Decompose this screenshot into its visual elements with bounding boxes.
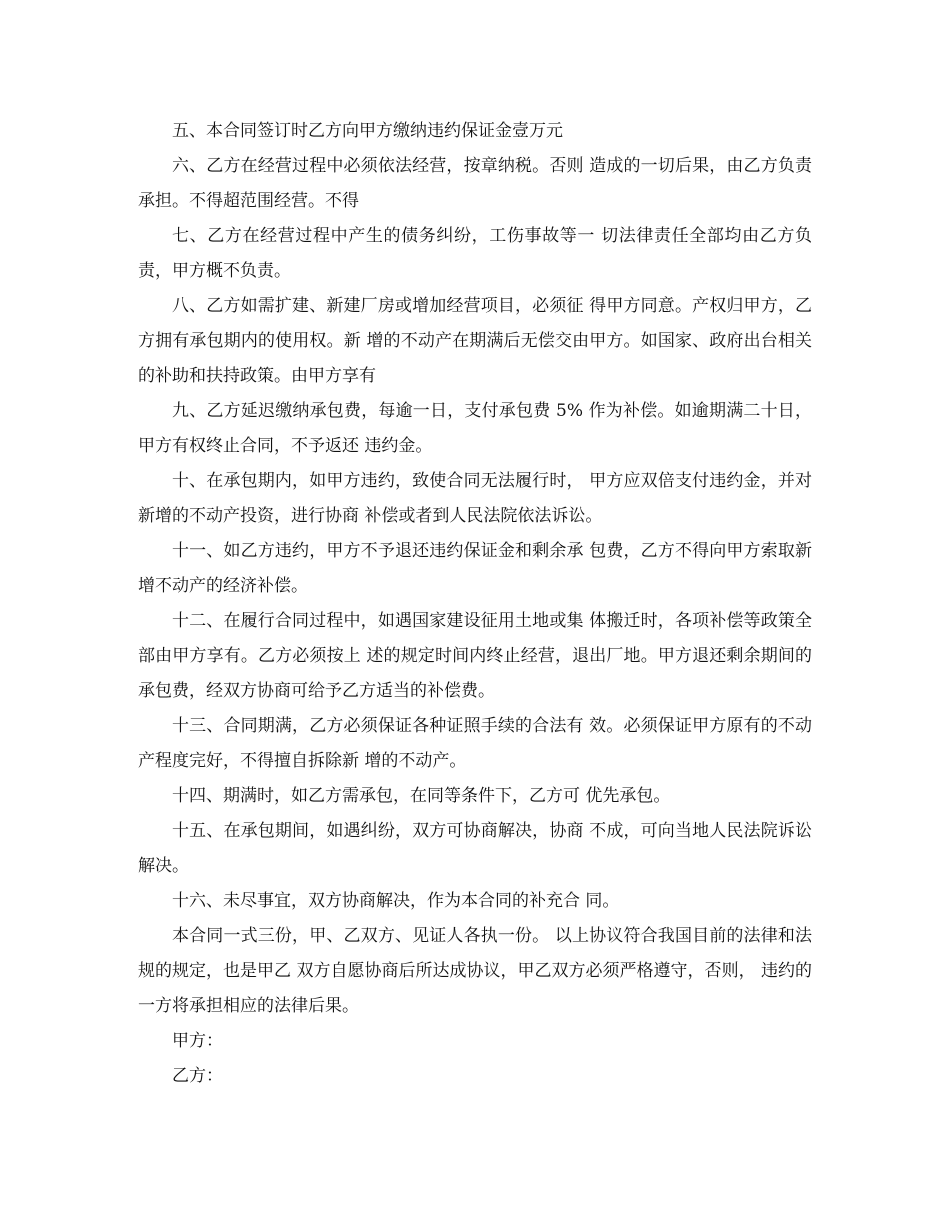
clause-13: 十三、合同期满，乙方必须保证各种证照手续的合法有 效。必须保证甲方原有的不动产程度完好，不得擅自拆除新 增的不动产。: [138, 716, 812, 771]
clause-7: 七、乙方在经营过程中产生的债务纠纷，工伤事故等一 切法律责任全部均由乙方负责，甲方概不负责。: [138, 226, 812, 281]
clause-14: 十四、期满时，如乙方需承包，在同等条件下，乙方可 优先承包。: [172, 786, 671, 806]
clause-6: 六、乙方在经营过程中必须依法经营，按章纳税。否则 造成的一切后果，由乙方负责承担。不得超范围经营。不得: [138, 156, 812, 211]
clause-5: 五、本合同签订时乙方向甲方缴纳违约保证金壹万元: [172, 121, 563, 141]
clause-16: 十六、未尽事宜，双方协商解决，作为本合同的补充合 同。: [172, 891, 620, 911]
clause-9: 九、乙方延迟缴纳承包费，每逾一日，支付承包费 5% 作为补偿。如逾期满二十日，甲方有权终止合同，不予返还 违约金。: [138, 401, 812, 456]
clause-10: 十、在承包期内，如甲方违约，致使合同无法履行时， 甲方应双倍支付违约金，并对新增的不动产投资，进行协商 补偿或者到人民法院依法诉讼。: [138, 471, 812, 526]
party-a-signature-label: 甲方：: [172, 1031, 223, 1051]
clause-8: 八、乙方如需扩建、新建厂房或增加经营项目，必须征 得甲方同意。产权归甲方，乙方拥有承包期内的使用权。新 增的不动产在期满后无偿交由甲方。如国家、政府出台相关 的补助和扶持政策。由甲方享有: [138, 296, 812, 386]
closing-paragraph: 本合同一式三份，甲、乙双方、见证人各执一份。 以上协议符合我国目前的法律和法规的规定，也是甲乙 双方自愿协商后所达成协议，甲乙双方必须严格遵守，否则， 违约的一方将承担相应的法律后果。: [138, 926, 812, 1016]
clause-12: 十二、在履行合同过程中，如遇国家建设征用土地或集 体搬迁时，各项补偿等政策全部由甲方享有。乙方必须按上 述的规定时间内终止经营，退出厂地。甲方退还剩余期间的 承包费，经双方协商可给予乙方适当的补偿费。: [138, 611, 812, 701]
party-b-signature-label: 乙方：: [172, 1066, 223, 1086]
clause-15: 十五、在承包期间，如遇纠纷，双方可协商解决，协商 不成，可向当地人民法院诉讼解决。: [138, 821, 812, 876]
clause-11: 十一、如乙方违约，甲方不予退还违约保证金和剩余承 包费，乙方不得向甲方索取新增不动产的经济补偿。: [138, 541, 812, 596]
